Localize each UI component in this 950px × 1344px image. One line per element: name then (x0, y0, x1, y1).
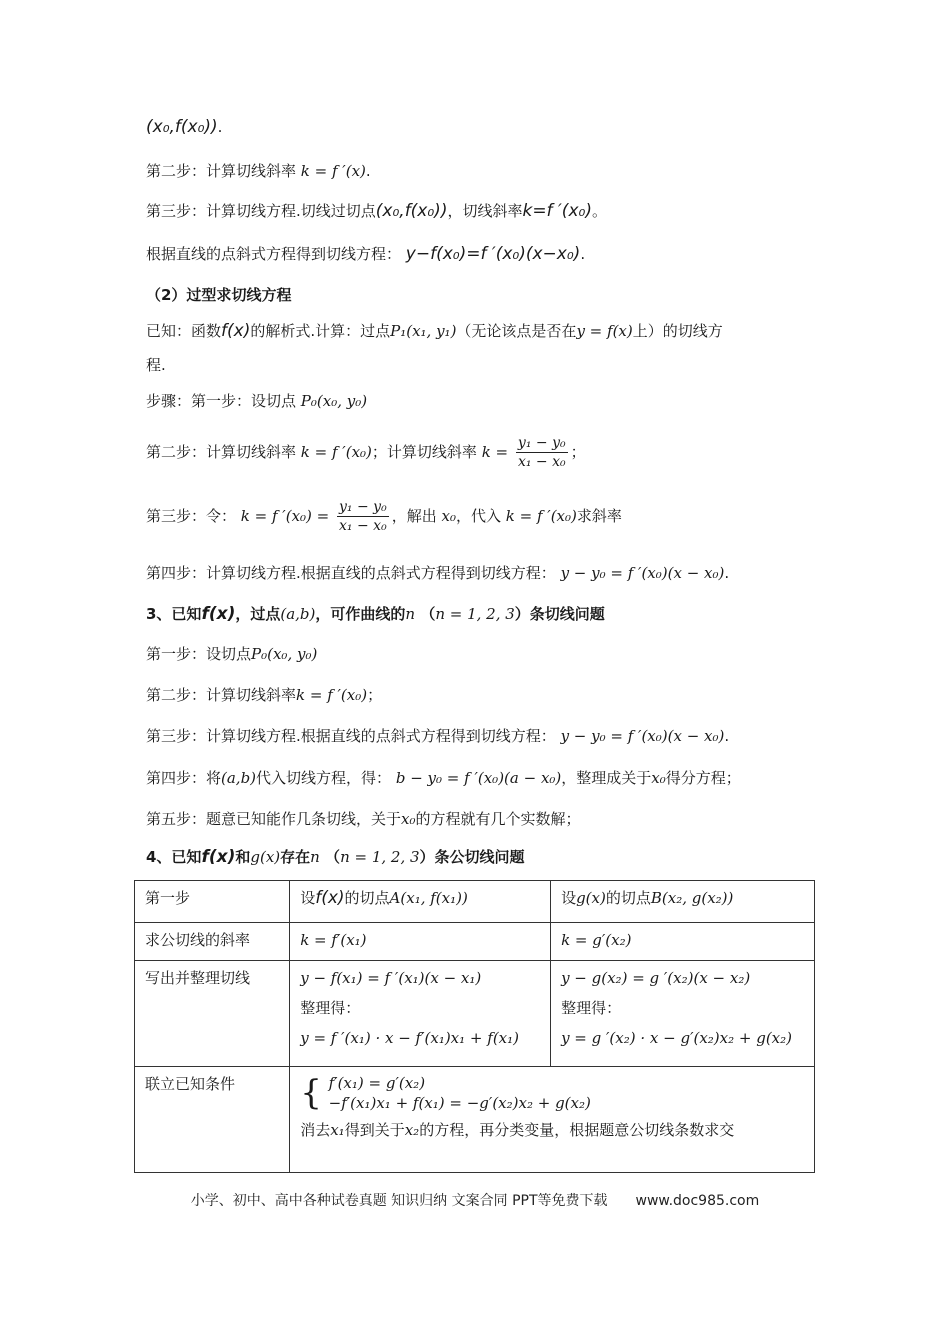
text: （ (420, 605, 436, 623)
line-3-step3 (146, 725, 729, 747)
line-3-step5 (146, 808, 581, 830)
text: 和 (235, 848, 251, 866)
line-cont (146, 354, 166, 376)
text: 的切点 (605, 889, 651, 907)
text: ，解出 (391, 507, 437, 525)
equation-system (300, 1073, 804, 1113)
text: ，代入 (455, 507, 501, 525)
line-step2-two-slopes (146, 432, 586, 472)
denominator: x₁ − x₀ (339, 518, 387, 534)
math: g(x) (250, 848, 281, 866)
math: k = (481, 443, 509, 461)
math: b − y₀ = f ′(x₀)(a − x₀) (395, 769, 562, 787)
line-3-step4 (146, 767, 741, 789)
text: . (724, 564, 730, 582)
math: y−f(x₀)=f ′(x₀)(x−x₀) (405, 244, 581, 264)
text: 根据直线的点斜式方程得到切线方程： (146, 245, 402, 263)
numerator: y₁ − y₀ (339, 499, 387, 515)
math: x₁ (330, 1121, 345, 1139)
text: 第二步：计算切线斜率 (146, 686, 297, 704)
text: 第三步：计算切线方程.切线过切点 (146, 202, 376, 220)
math: y − y₀ = f ′(x₀)(x − x₀) (560, 727, 725, 745)
math: y − y₀ = f ′(x₀)(x − x₀) (560, 564, 725, 582)
heading-3 (146, 603, 605, 625)
math: k = f ′(x₀) (300, 443, 372, 461)
math: f(x) (201, 604, 236, 624)
text: . (580, 245, 586, 263)
footer-link[interactable]: www.doc985.com (635, 1193, 760, 1209)
text: 第二步：计算切线斜率 (146, 162, 297, 180)
text: 求斜率 (576, 507, 622, 525)
text: ，可作曲线的 (315, 605, 406, 623)
system-lines (329, 1073, 591, 1113)
line-steps (146, 390, 367, 412)
math: n (405, 605, 416, 623)
cell-note (300, 1119, 804, 1141)
line-3-step2 (146, 684, 382, 706)
math: A(x₁, f(x₁)) (389, 889, 468, 907)
text: 第五步：题意已知能作几条切线，关于 (146, 810, 402, 828)
text: ； (367, 686, 383, 704)
line-step2-slope (146, 160, 371, 182)
line-point-slope (146, 243, 585, 265)
text: ，整理成关于 (561, 769, 652, 787)
math: x₂ (404, 1121, 420, 1139)
table-row (135, 961, 815, 1067)
text: 存在 (280, 848, 311, 866)
text: 上）的切线方 (632, 322, 723, 340)
text: 第三步：计算切线方程.根据直线的点斜式方程得到切线方程： (146, 727, 556, 745)
text: 得到关于 (344, 1121, 405, 1139)
math: n = 1, 2, 3 (340, 848, 420, 866)
table-cell (290, 923, 551, 961)
denominator: x₁ − x₀ (517, 454, 566, 470)
text: 整理得： (300, 999, 361, 1017)
math: x₀ (441, 507, 456, 525)
line-step3-equate (146, 496, 622, 536)
text: ，过点 (235, 605, 281, 623)
table-cell (290, 881, 551, 923)
math: f′(x₁) = g′(x₂) (328, 1074, 426, 1092)
text: . (217, 118, 223, 136)
math: y − g(x₂) = g ′(x₂)(x − x₂) (561, 969, 751, 987)
math: k = f ′(x₀) (505, 507, 577, 525)
text: ）条切线问题 (514, 605, 605, 623)
text: 步骤：第一步：设切点 (146, 392, 297, 410)
footer-text: 小学、初中、高中各种试卷真题 知识归纳 文案合同 PPT等免费下载 (190, 1193, 608, 1209)
text: ）条公切线问题 (419, 848, 525, 866)
table-row (135, 1067, 815, 1173)
heading-text: （2）过型求切线方程 (146, 286, 292, 304)
line-3-step1 (146, 643, 317, 665)
row-label: 联立已知条件 (135, 1067, 290, 1173)
row-label: 第一步 (135, 881, 290, 923)
math: −f′(x₁)x₁ + f(x₁) = −g′(x₂)x₂ + g(x₂) (328, 1094, 591, 1112)
math: n (310, 848, 320, 866)
text: 第一步：设切点 (146, 645, 252, 663)
text: （ (325, 848, 341, 866)
math: (x₀,f(x₀)) (375, 201, 448, 221)
math: f(x) (201, 847, 236, 867)
table-cell (551, 961, 815, 1067)
text: ；计算切线斜率 (371, 443, 477, 461)
text: 已知：函数 (146, 322, 222, 340)
table-cell (551, 923, 815, 961)
table-row (135, 881, 815, 923)
math: y − f(x₁) = f ′(x₁)(x − x₁) (300, 969, 482, 987)
text: ； (570, 443, 586, 461)
math: P₁(x₁, y₁) (390, 322, 457, 340)
text: . (365, 162, 371, 180)
text: 代入切线方程，得： (256, 769, 392, 787)
text: 4、已知 (146, 848, 202, 866)
math: k = f′(x₁) (300, 931, 367, 949)
text: （无论该点是否在 (456, 322, 577, 340)
text: 的方程，再分类变量，根据题意公切线条数求交 (419, 1121, 735, 1139)
math: (a,b) (221, 769, 257, 787)
line-known (146, 320, 723, 342)
math: P₀(x₀, y₀) (251, 645, 318, 663)
math: g(x) (576, 889, 606, 907)
table-cell (290, 961, 551, 1067)
text: 的切点 (344, 889, 390, 907)
table-row (135, 923, 815, 961)
text: 设 (561, 889, 577, 907)
text: 的解析式.计算：过点 (250, 322, 391, 340)
fraction (516, 434, 568, 471)
math: (a,b) (280, 605, 316, 623)
heading-4 (146, 846, 525, 868)
math: k = f ′(x₀) = (240, 507, 330, 525)
math: x₀ (401, 810, 416, 828)
math: B(x₂, g(x₂)) (650, 889, 734, 907)
math: f(x) (221, 321, 251, 341)
numerator: y₁ − y₀ (517, 435, 566, 451)
math: x₀ (651, 769, 666, 787)
brace-icon: { (300, 1073, 322, 1113)
text: . (724, 727, 730, 745)
text: 第四步：将 (146, 769, 222, 787)
text: 的方程就有几个实数解； (415, 810, 581, 828)
common-tangent-table (134, 880, 815, 1173)
text: 第三步：令： (146, 507, 237, 525)
math: P₀(x₀, y₀) (300, 392, 368, 410)
text: 整理得： (561, 999, 622, 1017)
math: n = 1, 2, 3 (435, 605, 515, 623)
math: y = f(x) (576, 322, 633, 340)
math: k=f ′(x₀) (522, 201, 592, 221)
text: 第四步：计算切线方程.根据直线的点斜式方程得到切线方程： (146, 564, 556, 582)
math: k = f ′(x) (300, 162, 366, 180)
page-footer (0, 1190, 950, 1210)
text: 。 (591, 202, 607, 220)
row-label: 求公切线的斜率 (135, 923, 290, 961)
math: y = f ′(x₁) · x − f′(x₁)x₁ + f(x₁) (300, 1029, 519, 1047)
heading-2 (146, 284, 291, 306)
text: 消去 (300, 1121, 331, 1139)
table-cell (551, 881, 815, 923)
text: ，切线斜率 (447, 202, 523, 220)
math: (x₀,f(x₀)) (146, 117, 218, 137)
line-step3 (146, 200, 607, 222)
math: k = f ′(x₀) (296, 686, 368, 704)
row-label: 写出并整理切线 (135, 961, 290, 1067)
text: 3、已知 (146, 605, 202, 623)
text: 得分方程； (665, 769, 741, 787)
line-step4 (146, 562, 729, 584)
math: f(x) (315, 888, 345, 908)
text: 设 (300, 889, 316, 907)
math: k = g′(x₂) (561, 931, 632, 949)
table-cell (290, 1067, 815, 1173)
line-point (146, 116, 222, 138)
fraction (337, 498, 389, 535)
math: y = g ′(x₂) · x − g′(x₂)x₂ + g(x₂) (561, 1029, 793, 1047)
text: 第二步：计算切线斜率 (146, 443, 297, 461)
text: 程. (146, 356, 166, 374)
